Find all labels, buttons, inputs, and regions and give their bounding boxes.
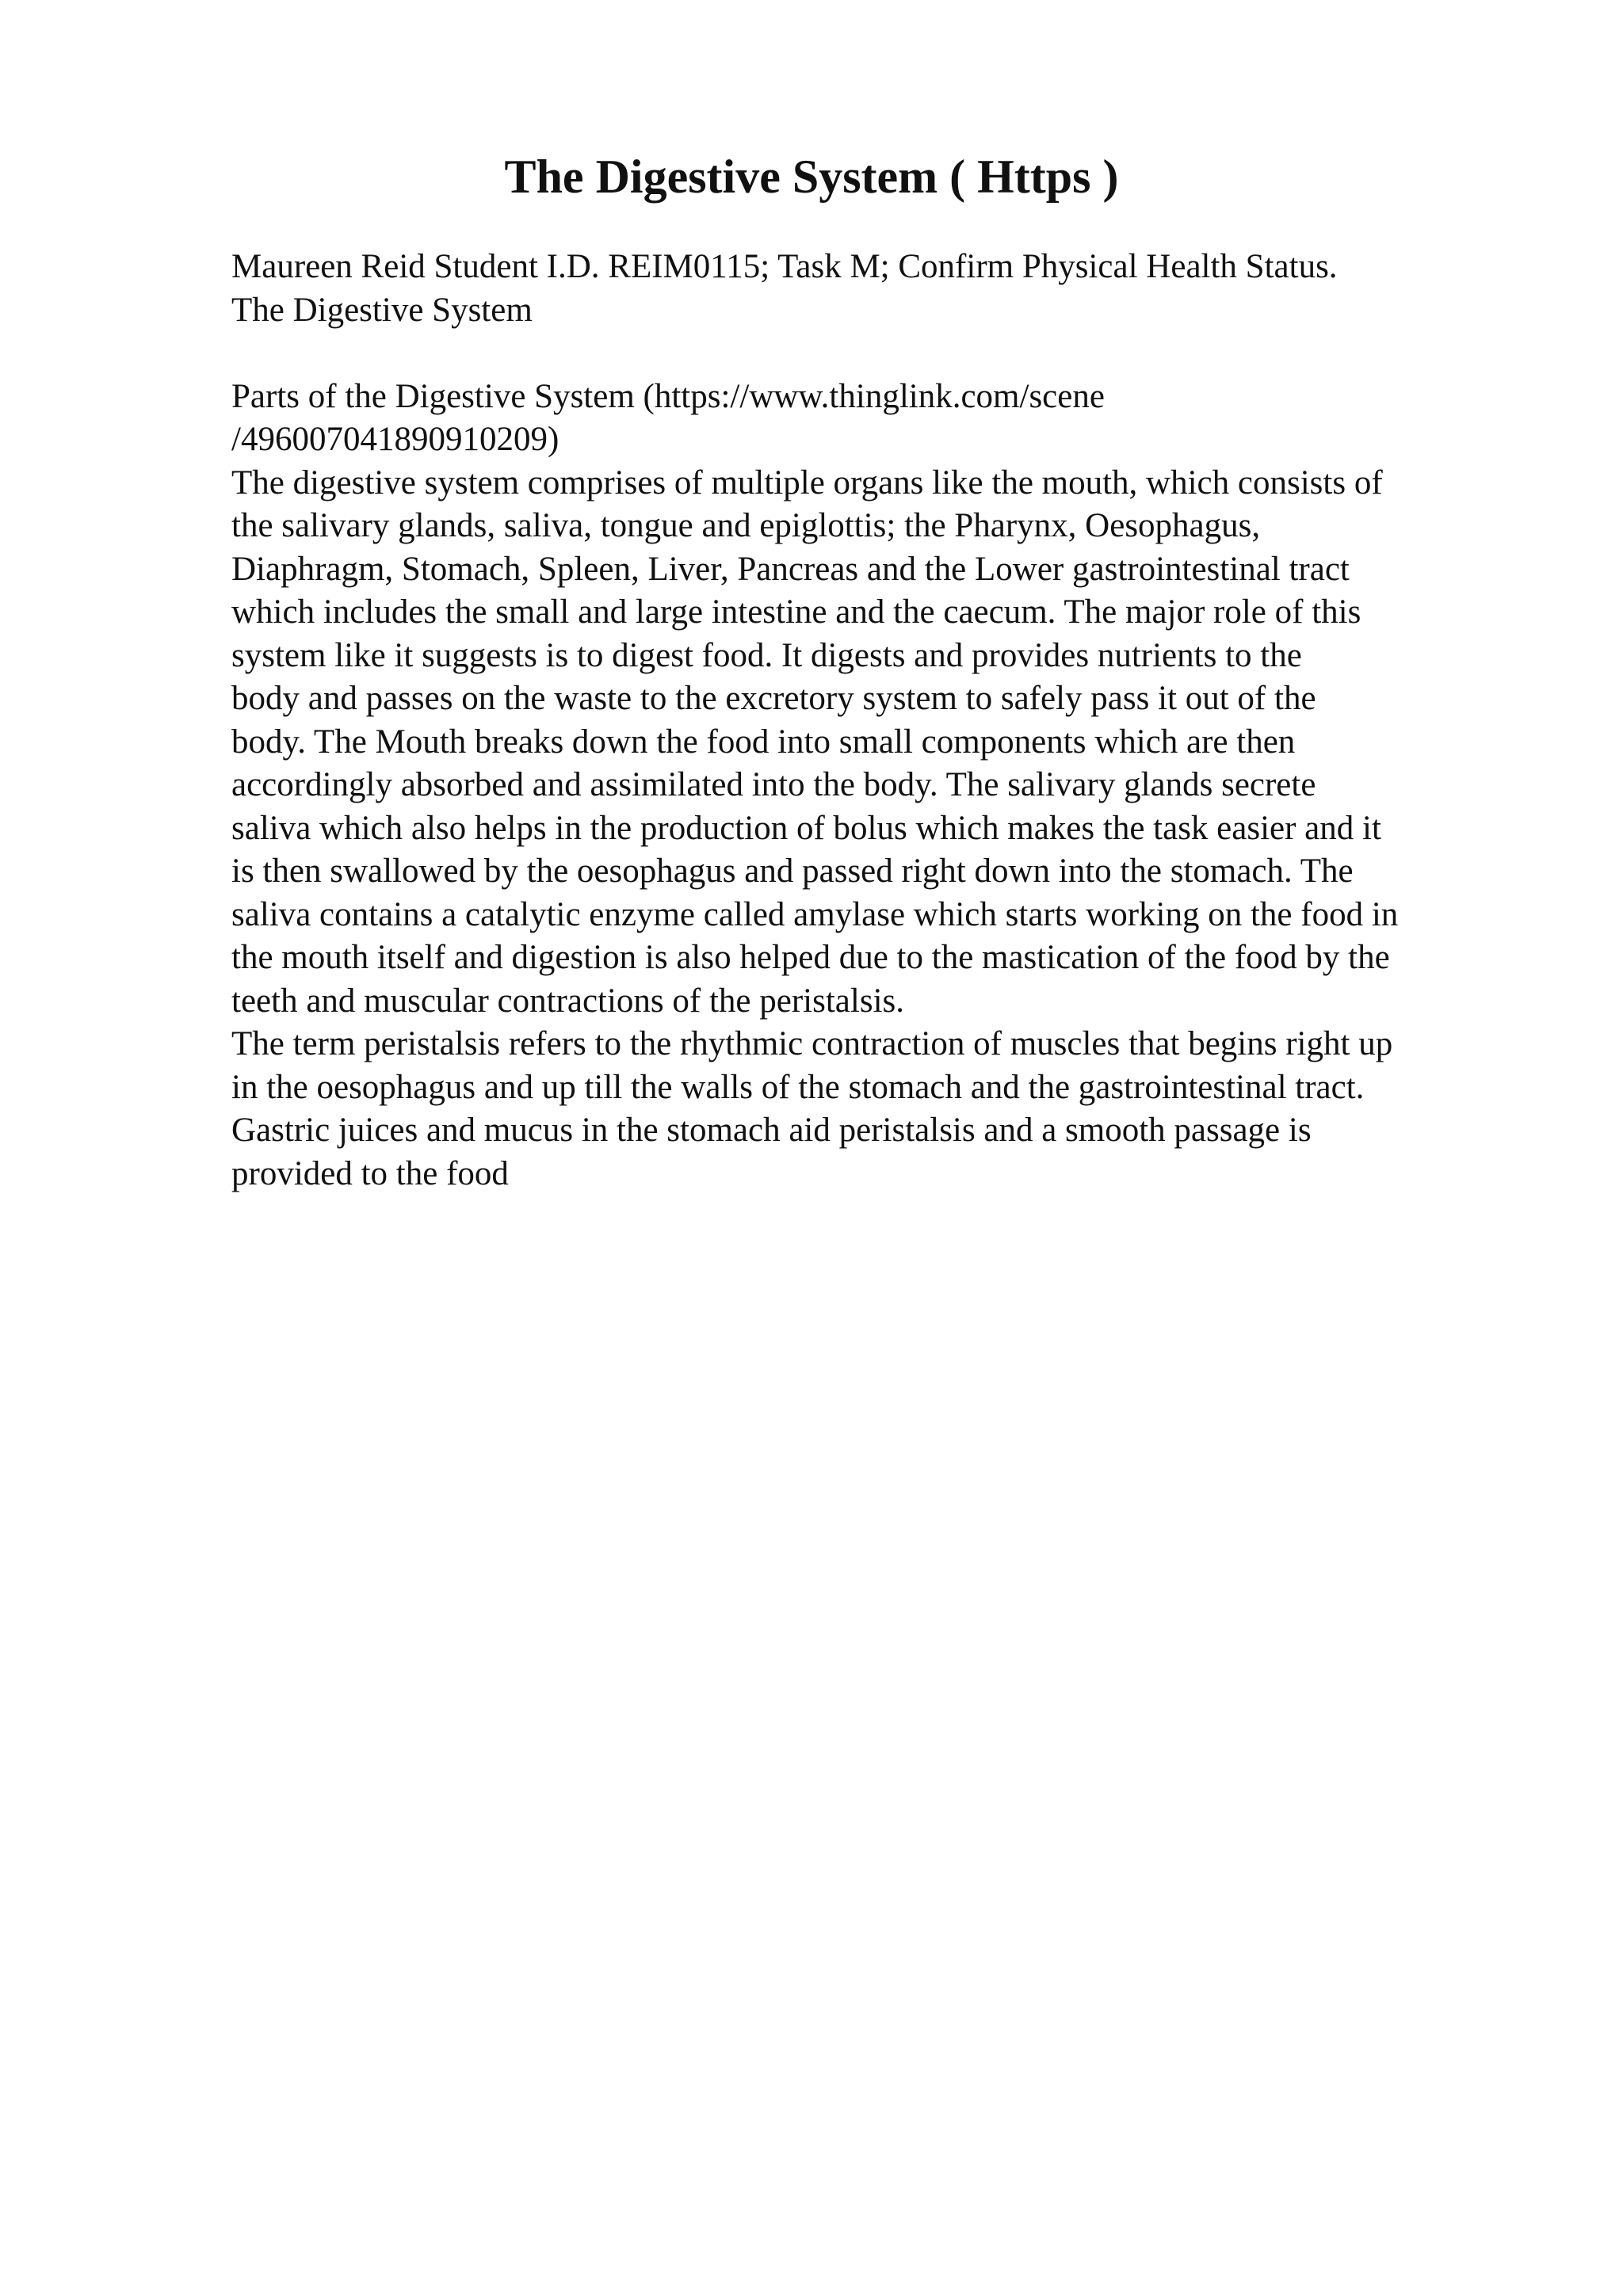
source-block	[231, 376, 1531, 462]
text-line: the mouth itself and digestion is also helped due to the mastication of the food by the	[231, 939, 1390, 976]
text-line: The term peristalsis refers to the rhythmic contraction of muscles that begins right up	[231, 1025, 1393, 1062]
header-block	[231, 246, 1531, 332]
text-line: system like it suggests is to digest food. It digests and provides nutrients to the	[231, 636, 1302, 674]
text-line: the salivary glands, saliva, tongue and epiglottis; the Pharynx, Oesophagus,	[231, 507, 1261, 544]
source-line: Parts of the Digestive System (https://www.thinglink.com/scene	[231, 377, 1105, 415]
text-line: in the oesophagus and up till the walls of the stomach and the gastrointestinal tract.	[231, 1068, 1365, 1106]
document-body	[231, 246, 1531, 1196]
text-line: The digestive system comprises of multiple organs like the mouth, which consists of	[231, 463, 1383, 502]
source-line: /496007041890910209)	[231, 421, 559, 458]
blank-line	[231, 332, 1531, 376]
text-line: teeth and muscular contractions of the peristalsis.	[231, 982, 904, 1020]
text-line: saliva contains a catalytic enzyme called amylase which starts working on the food in	[231, 895, 1399, 933]
text-line: is then swallowed by the oesophagus and passed right down into the stomach. The	[231, 852, 1354, 890]
text-line: provided to the food	[231, 1154, 509, 1192]
paragraph-peristalsis	[231, 1023, 1531, 1196]
header-line: Maureen Reid Student I.D. REIM0115; Task M; Confirm Physical Health Status.	[231, 248, 1338, 285]
text-line: which includes the small and large intestine and the caecum. The major role of this	[231, 593, 1361, 631]
text-line: body. The Mouth breaks down the food into small components which are then	[231, 723, 1296, 761]
text-line: saliva which also helps in the production of bolus which makes the task easier and it	[231, 809, 1381, 847]
text-line: accordingly absorbed and assimilated into the body. The salivary glands secrete	[231, 766, 1316, 803]
paragraph-digestive-overview	[231, 462, 1531, 1024]
text-line: Diaphragm, Stomach, Spleen, Liver, Pancreas and the Lower gastrointestinal tract	[231, 550, 1350, 588]
text-line: Gastric juices and mucus in the stomach aid peristalsis and a smooth passage is	[231, 1112, 1312, 1149]
header-line: The Digestive System	[231, 291, 533, 329]
page-title: The Digestive System ( Https )	[504, 151, 1119, 203]
text-line: body and passes on the waste to the excretory system to safely pass it out of the	[231, 680, 1316, 717]
